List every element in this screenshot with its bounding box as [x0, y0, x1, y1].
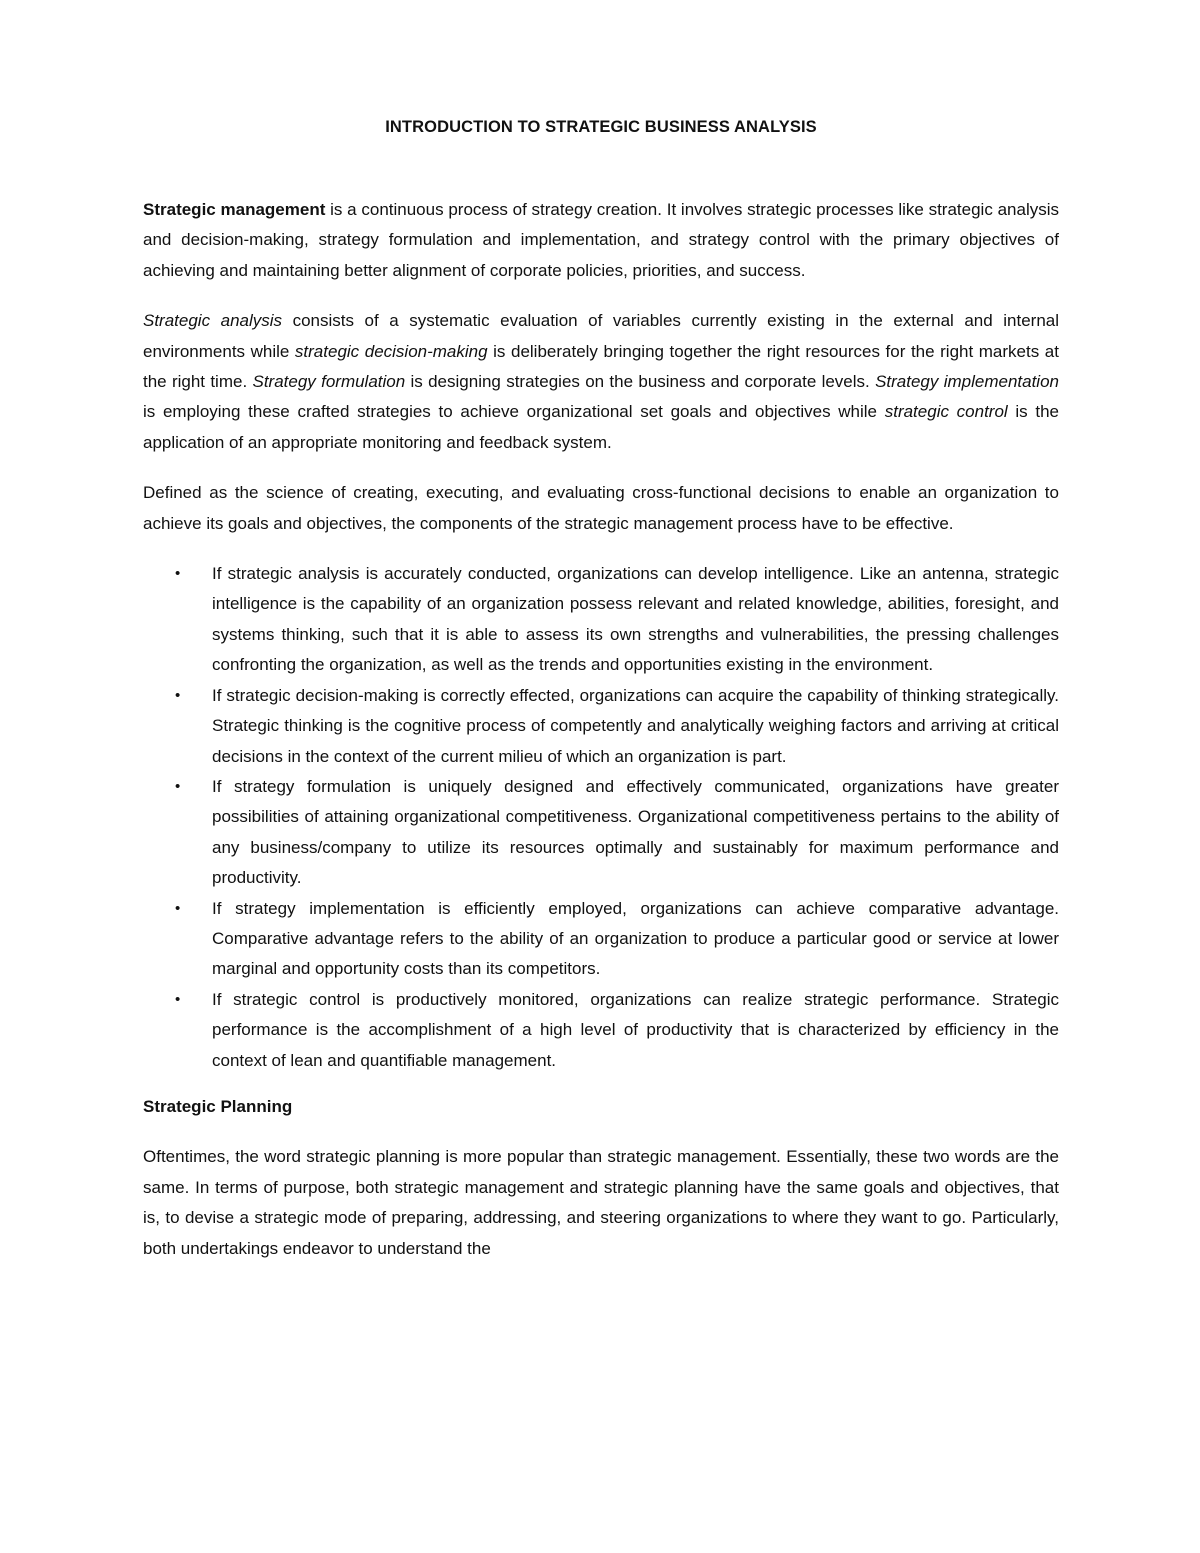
list-item-text: If strategic control is productively monitored, organizations can realize strategic performance. Strategic performance is the accomplishment of a high level of productivity that is characterized by efficiency in the context of lean and quantifiable management.: [212, 989, 1059, 1070]
term-strategic-control: strategic control: [884, 402, 1008, 422]
bullet-icon: •: [175, 777, 181, 795]
term-strategic-analysis: Strategic analysis: [143, 311, 283, 331]
document-body: [143, 112, 1059, 1284]
paragraph-text: is a continuous process of strategy creation. It involves strategic processes like strategic analysis and decision-making, strategy formulation and implementation, and strategy control with the primary objectives of achieving and maintaining better alignment of corporate policies, priorities, and success.: [143, 200, 1059, 280]
paragraph-text: is employing these crafted strategies to achieve organizational set goals and objectives while: [143, 402, 885, 422]
list-item-text: If strategic analysis is accurately conducted, organizations can develop intelligence. Like an antenna, strategic intelligence is the capability of an organization possess relevant and related knowledge, abilities, foresight, and systems thinking, such that it is able to assess its own strengths and vulnerabilities, the pressing challenges confronting the organization, as well as the trends and opportunities existing in the environment.: [212, 564, 1059, 675]
paragraph-strategic-management: [143, 195, 1059, 286]
list-item: [143, 772, 1059, 894]
list-item: [143, 894, 1059, 985]
list-item: [143, 681, 1059, 772]
bullet-icon: •: [175, 686, 181, 704]
bullet-icon: •: [175, 899, 181, 917]
list-item-text: If strategy formulation is uniquely designed and effectively communicated, organizations have greater possibilities of attaining organizational competitiveness. Organizational competitiveness pertains to the ability of any business/company to utilize its resources optimally and sustainably for maximum performance and productivity.: [212, 776, 1059, 888]
bullet-list: [143, 559, 1059, 1076]
section-heading-strategic-planning: Strategic Planning: [143, 1096, 293, 1116]
list-item-text: If strategy implementation is efficiently employed, organizations can achieve comparative advantage. Comparative advantage refers to the ability of an organization to produce a particular good or service at lower marginal and opportunity costs than its competitors.: [212, 898, 1059, 979]
paragraph-text: is the application of an appropriate monitoring and feedback system.: [143, 402, 1059, 452]
paragraph-strategic-planning: Oftentimes, the word strategic planning is more popular than strategic management. Essentially, these two words are the same. In terms of purpose, both strategic management and strategic planning have the same goals and objectives, that is, to devise a strategic mode of preparing, addressing, and steering organizations to where they want to go. Particularly, both undertakings endeavor to understand the: [143, 1147, 1059, 1258]
bullet-icon: •: [175, 990, 181, 1008]
paragraph-text: consists of a systematic evaluation of variables currently existing in the external and internal environments while: [143, 311, 1060, 361]
term-strategy-implementation: Strategy implementation: [875, 372, 1059, 392]
document-title: INTRODUCTION TO STRATEGIC BUSINESS ANALYSIS: [385, 118, 817, 136]
paragraph-definition: Defined as the science of creating, executing, and evaluating cross-functional decisions to enable an organization to achieve its goals and objectives, the components of the strategic management process have to be effective.: [143, 483, 1059, 533]
paragraph-strategic-analysis: [143, 306, 1059, 458]
term-strategic-management: Strategic management: [143, 200, 326, 219]
term-strategic-decision-making: strategic decision-making: [294, 341, 488, 361]
paragraph-text: is deliberately bringing together the right resources for the right markets at the right time.: [143, 341, 1059, 392]
bullet-icon: •: [175, 565, 181, 583]
list-item: [143, 559, 1059, 681]
list-item: [143, 985, 1059, 1076]
list-item-text: If strategic decision-making is correctly effected, organizations can acquire the capability of thinking strategically. Strategic thinking is the cognitive process of competently and analytically weighing factors and arriving at critical decisions in the context of the current milieu of which an organization is part.: [212, 685, 1059, 766]
term-strategy-formulation: Strategy formulation: [252, 372, 406, 392]
paragraph-text: is designing strategies on the business and corporate levels.: [405, 372, 876, 392]
